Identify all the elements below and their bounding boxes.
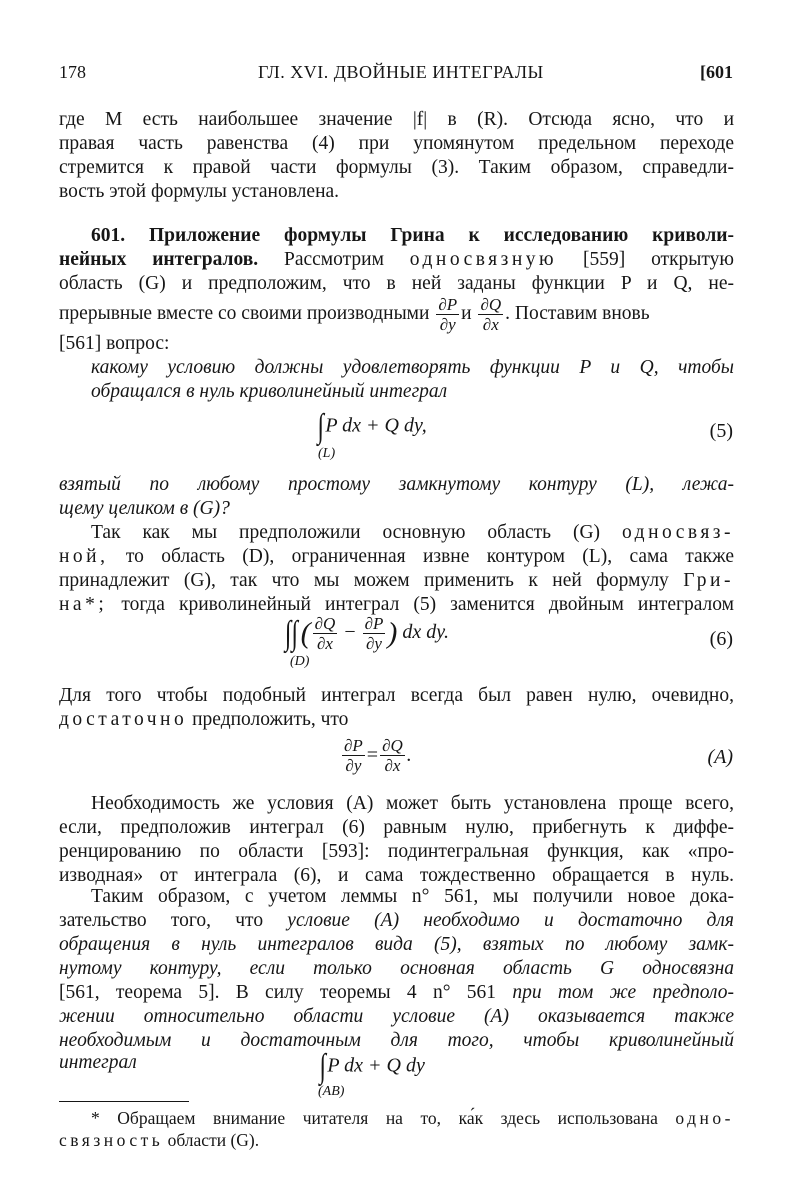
- text-span: Так как мы предположили основную область (G): [91, 522, 601, 543]
- footnote-line: [59, 1129, 734, 1151]
- text-line: вость этой формулы установлена.: [59, 181, 340, 202]
- text-line: [59, 981, 734, 1005]
- text-line: жении относительно области условие (A) оказывается также: [59, 1006, 734, 1027]
- text-line: [59, 909, 734, 933]
- spaced-term: односвязную: [409, 249, 558, 270]
- text-span: прерывные вместе со своими производными: [59, 303, 430, 324]
- equation-AB: [318, 1048, 425, 1085]
- text-line: щему целиком в (G)?: [59, 498, 230, 519]
- text-line: область (G) и предположим, что в ней заданы функции P и Q, не-: [59, 273, 734, 294]
- text-span: зательство того, что: [59, 910, 264, 931]
- text-span: Рассмотрим: [284, 249, 384, 270]
- text-line: интеграл: [59, 1052, 137, 1073]
- spaced-term: на*;: [59, 594, 108, 615]
- fraction-numerator: ∂Q: [480, 295, 502, 315]
- fraction-denominator: ∂x: [317, 634, 333, 653]
- italic-span: условие (A) необходимо и достаточно для: [287, 910, 734, 931]
- spaced-term: связность: [59, 1130, 164, 1150]
- section-number: 601.: [91, 225, 126, 246]
- equation-number: (A): [707, 746, 733, 768]
- fraction-dP-dy: [342, 736, 365, 775]
- text-line: [59, 545, 734, 569]
- left-paren: (: [300, 616, 311, 650]
- integrand: P dx + Q dy: [327, 1054, 425, 1077]
- text-span: тогда криволинейный интеграл (5) заменится двойным интегралом: [121, 594, 735, 615]
- fraction-numerator: ∂Q: [314, 614, 336, 633]
- text-line: ренцированию по области [593]: подинтегральная функция, как «про-: [59, 841, 734, 862]
- integral-sign: ∫: [319, 1048, 326, 1085]
- section-title: Приложение формулы Грина к исследованию криволи-: [149, 225, 735, 246]
- fraction-numerator: ∂P: [438, 295, 458, 315]
- text-line: нутому контуру, если только основная область G односвязна: [59, 958, 734, 979]
- text-line: [91, 521, 734, 545]
- fraction-dQ-dx: [380, 736, 405, 775]
- equation-A: [340, 736, 412, 775]
- spaced-term: Гри-: [683, 570, 734, 591]
- fraction-dQ-dx: [313, 614, 338, 653]
- text-line: [561] вопрос:: [59, 333, 170, 354]
- fraction-denominator: ∂x: [384, 756, 401, 775]
- text-line: где M есть наибольшее значение |f| в (R). Отсюда ясно, что и: [59, 109, 734, 130]
- fraction-numerator: ∂P: [344, 736, 363, 755]
- text-line: взятый по любому простому замкнутому контуру (L), лежа-: [59, 474, 734, 495]
- equals-sign: =: [366, 744, 379, 766]
- section-title: нейных интегралов.: [59, 249, 259, 270]
- running-title: ГЛ. XVI. ДВОЙНЫЕ ИНТЕГРАЛЫ: [258, 62, 544, 82]
- text-line: Для того чтобы подобный интеграл всегда был равен нулю, очевидно,: [59, 685, 734, 706]
- text-line: [59, 708, 734, 732]
- equation-number: (5): [709, 420, 733, 442]
- text-line: если, предположив интеграл (6) равным нулю, прибегнуть к диффе-: [59, 817, 734, 838]
- text-line: [59, 248, 734, 272]
- italic-span: при том же предполо-: [512, 982, 734, 1003]
- spaced-term: достаточно: [59, 709, 188, 730]
- fraction-dQ-dx: [478, 295, 503, 334]
- text-line: обращался в нуль криволинейный интеграл: [91, 381, 448, 402]
- text-line: правая часть равенства (4) при упомянутом предельном переходе: [59, 133, 734, 154]
- double-integral-sign: ∫∫: [284, 614, 298, 652]
- text-span: и: [461, 303, 472, 324]
- text-line: [59, 292, 734, 336]
- integral-subscript: (AB): [318, 1084, 345, 1099]
- text-span: * Обращаем внимание читателя на то, ка́к здесь использована: [91, 1108, 658, 1128]
- text-line: необходимым и достаточным для того, чтобы криволинейный: [59, 1030, 734, 1051]
- section-heading-line: [91, 224, 734, 248]
- text-span: предположить, что: [192, 709, 349, 730]
- fraction-dP-dy: [363, 614, 386, 653]
- period: .: [406, 744, 412, 766]
- text-line: стремится к правой части формулы (3). Таким образом, справедли-: [59, 157, 734, 178]
- fraction-denominator: ∂x: [482, 315, 499, 335]
- page-number: 178: [59, 62, 86, 82]
- text-line: [59, 569, 734, 593]
- right-paren: ): [387, 616, 398, 650]
- spaced-term: односвяз-: [621, 522, 735, 543]
- fraction-numerator: ∂Q: [382, 736, 403, 755]
- integral-sign: ∫: [317, 408, 324, 445]
- text-span: [559] открытую: [582, 249, 734, 270]
- fraction-denominator: ∂y: [345, 756, 362, 775]
- text-span: . Поставим вновь: [505, 303, 650, 324]
- equation-6: [282, 614, 449, 653]
- text-span: области (G).: [167, 1130, 260, 1150]
- equation-number: (6): [709, 628, 733, 650]
- spaced-term: одно-: [675, 1108, 734, 1128]
- integral-subscript: (L): [318, 446, 336, 461]
- integrand-tail: dx dy.: [402, 621, 450, 644]
- footnote-rule: [59, 1101, 189, 1102]
- fraction-numerator: ∂P: [364, 614, 384, 633]
- fraction-denominator: ∂y: [366, 634, 382, 653]
- integral-subscript: (D): [290, 654, 310, 669]
- spaced-term: ной,: [59, 546, 109, 567]
- text-span: [561, теорема 5]. В силу теоремы 4 n° 561: [59, 982, 497, 1003]
- text-line: Необходимость же условия (A) может быть установлена проще всего,: [91, 793, 734, 814]
- text-line: Таким образом, с учетом леммы n° 561, мы получили новое дока-: [91, 886, 734, 907]
- text-span: то область (D), ограниченная извне контуром (L), сама также: [125, 546, 734, 567]
- footnote-line: [91, 1107, 734, 1129]
- text-line: обращения в нуль интегралов вида (5), взятых по любому замк-: [59, 934, 734, 955]
- minus-sign: −: [344, 621, 356, 644]
- fraction-dP-dy: [436, 295, 459, 334]
- text-span: принадлежит (G), так что мы можем применить к ней формулу: [59, 570, 669, 591]
- equation-5: [316, 408, 427, 445]
- fraction-denominator: ∂y: [439, 315, 456, 335]
- section-reference: [601: [700, 62, 733, 82]
- text-line: какому условию должны удовлетворять функции P и Q, чтобы: [91, 357, 734, 378]
- integrand: P dx + Q dy,: [325, 414, 427, 437]
- text-line: изводная» от интеграла (6), и сама тождественно обращается в нуль.: [59, 865, 734, 886]
